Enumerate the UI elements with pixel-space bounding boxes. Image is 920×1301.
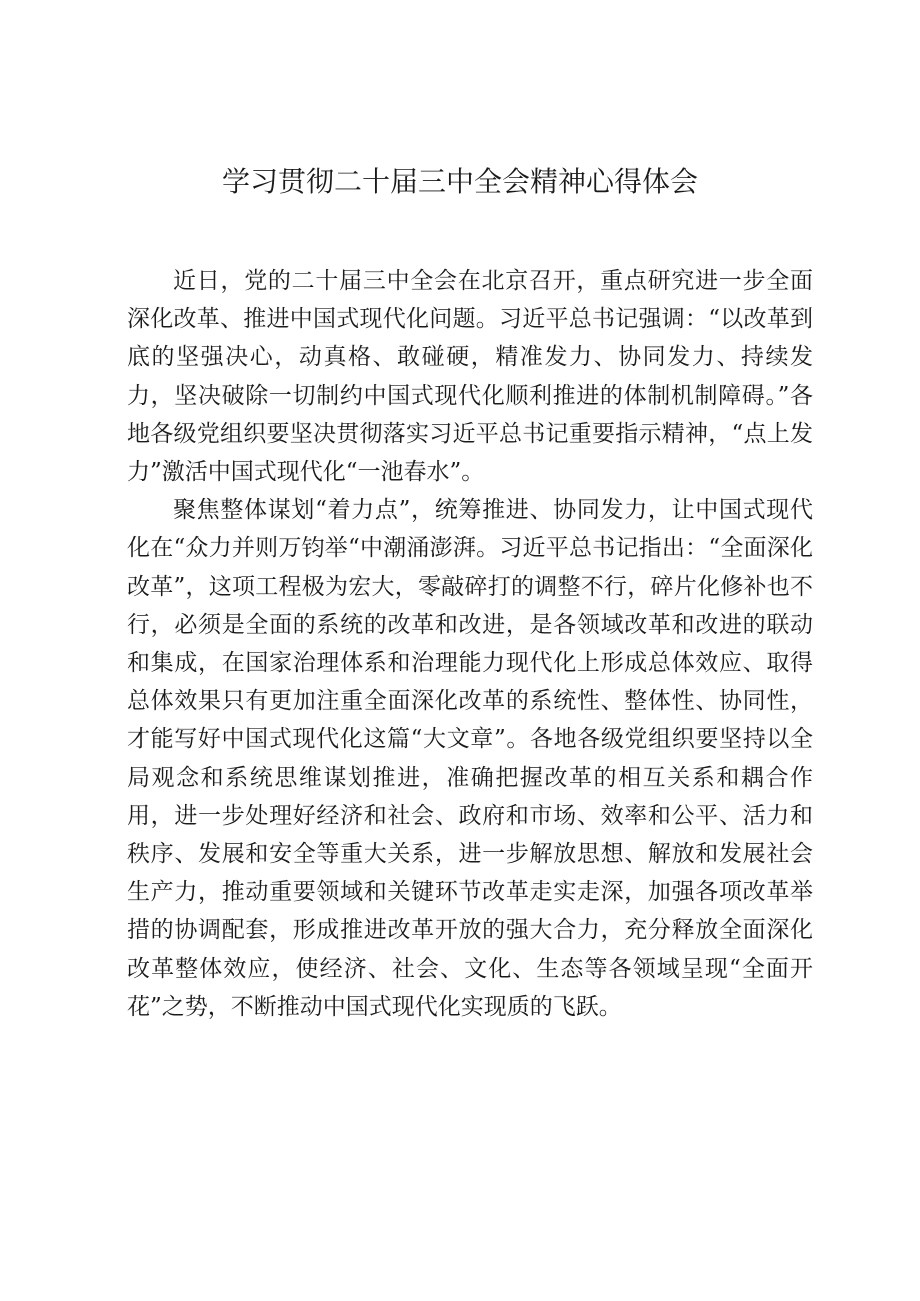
- document-title: 学习贯彻二十届三中全会精神心得体会: [221, 165, 698, 198]
- paragraph-2: 聚焦整体谋划“着力点”，统筹推进、协同发力，让中国式现代化在“众力并则万钧举“中潮涌澎湃。习近平总书记指出：“全面深化改革”，这项工程极为宏大，零敲碎打的调整不行，碎片化修补也不行，必须是全面的系统的改革和改进，是各领域改革和改进的联动和集成，在国家治理体系和治理能力现代化上形成总体效应、取得总体效果只有更加注重全面深化改革的系统性、整体性、协同性，才能写好中国式现代化这篇“大文章”。各地各级党组织要坚持以全局观念和系统思维谋划推进，准确把握改革的相互关系和耦合作用，进一步处理好经济和社会、政府和市场、效率和公平、活力和秩序、发展和安全等重大关系，进一步解放思想、解放和发展社会生产力，推动重要领域和关键环节改革走实走深，加强各项改革举措的协调配套，形成推进改革开放的强大合力，充分释放全面深化改革整体效应，使经济、社会、文化、生态等各领域呈现“全面开花”之势，不断推动中国式现代化实现质的飞跃。: [127, 497, 813, 1020]
- paragraph-1: 近日，党的二十届三中全会在北京召开，重点研究进一步全面深化改革、推进中国式现代化问题。习近平总书记强调：“以改革到底的坚强决心，动真格、敢碰硬，精准发力、协同发力、持续发力，坚决破除一切制约中国式现代化顺利推进的体制机制障碍。”各地各级党组织要坚决贯彻落实习近平总书记重要指示精神，“点上发力”激活中国式现代化“一池春水”。: [127, 268, 813, 486]
- document-body: [127, 262, 813, 1026]
